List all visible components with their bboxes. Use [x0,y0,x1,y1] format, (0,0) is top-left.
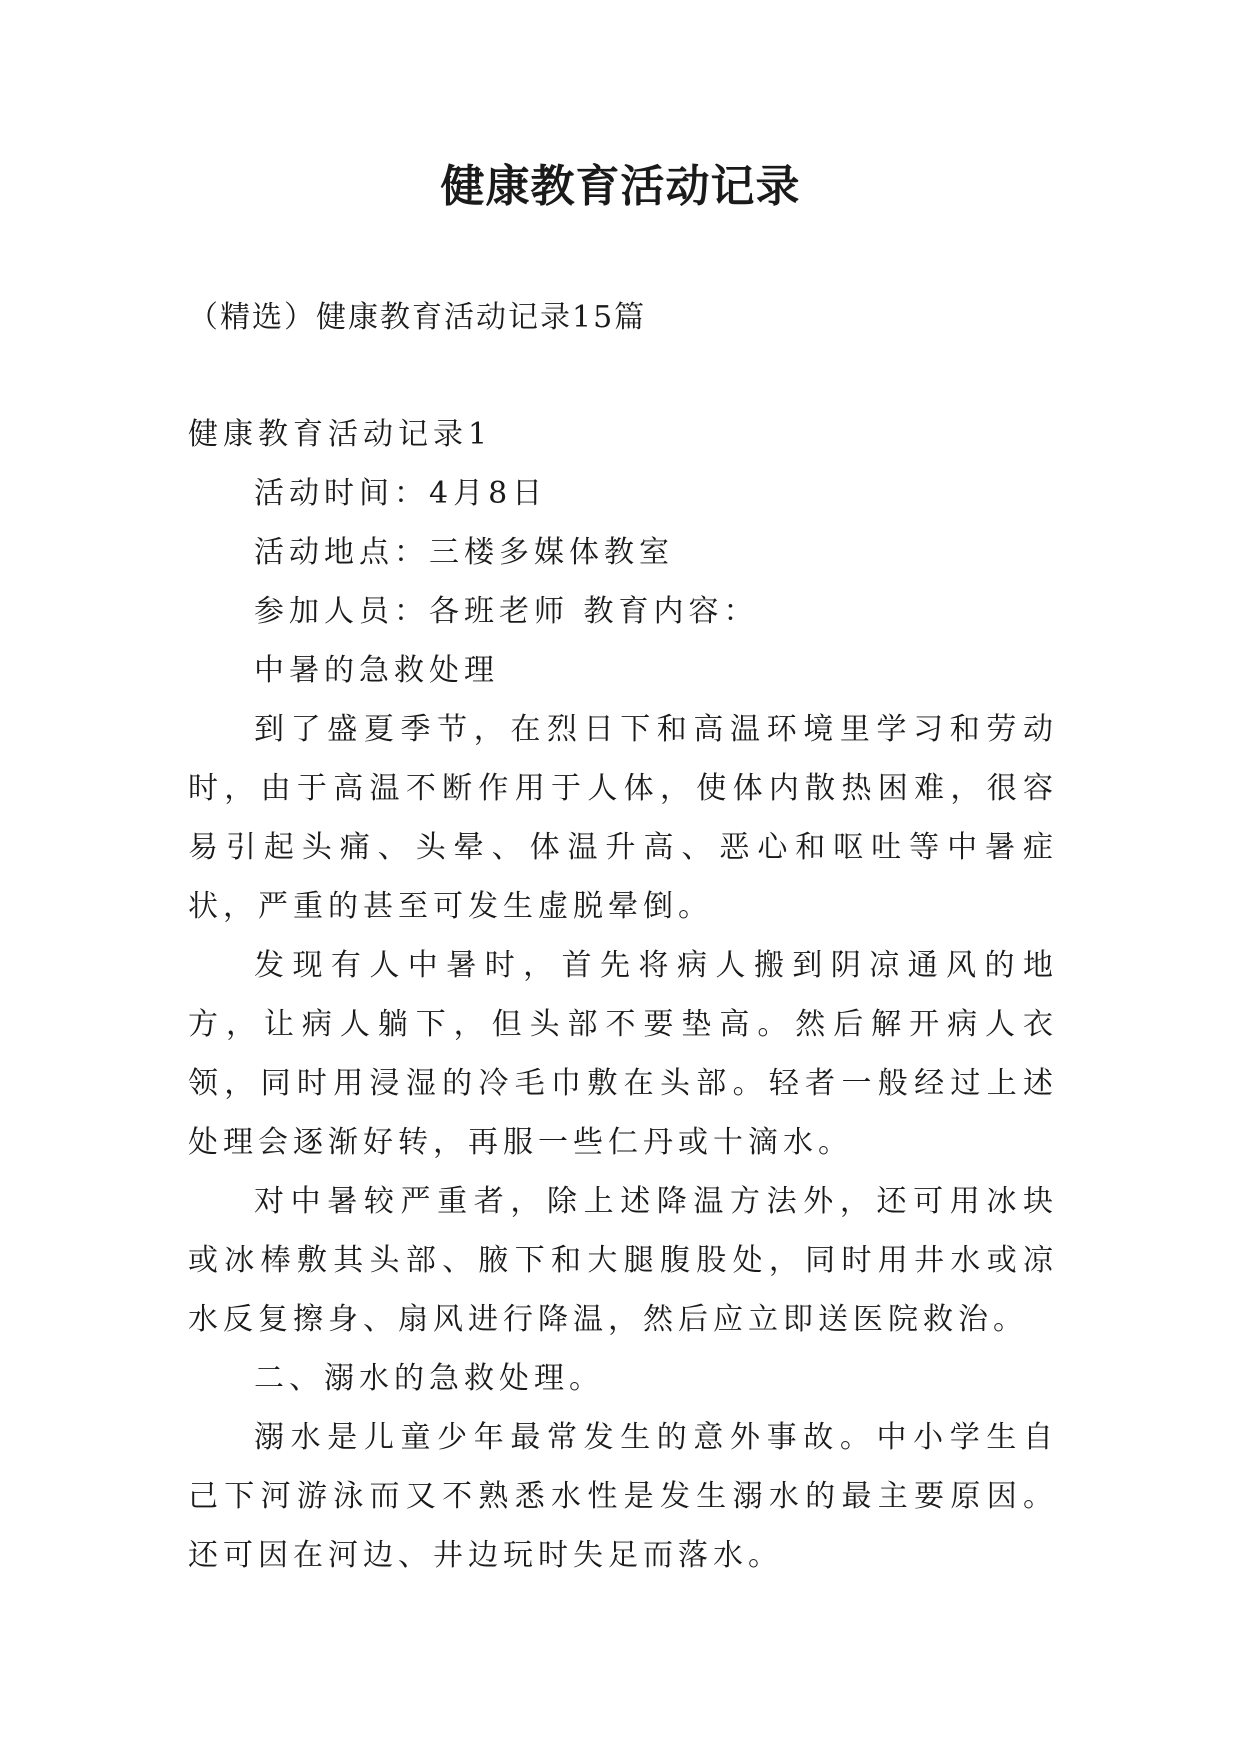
paragraph-drowning-intro: 溺水是儿童少年最常发生的意外事故。中小学生自己下河游泳而又不熟悉水性是发生溺水的最主要原因。还可因在河边、井边玩时失足而落水。 [188,1420,1058,1573]
paragraph-heatstroke-intro: 到了盛夏季节，在烈日下和高温环境里学习和劳动时，由于高温不断作用于人体，使体内散热困难，很容易引起头痛、头晕、体温升高、恶心和呕吐等中暑症状，严重的甚至可发生虚脱晕倒。 [188,712,1058,924]
document-title: 健康教育活动记录 [440,161,801,212]
document-body [188,405,1058,1585]
section-heading: 健康教育活动记录1 [188,417,493,452]
topic-drowning: 二、溺水的急救处理。 [254,1361,604,1396]
paragraph-heatstroke-severe: 对中暑较严重者，除上述降温方法外，还可用冰块或冰棒敷其头部、腋下和大腿腹股处，同时用井水或凉水反复擦身、扇风进行降温，然后应立即送医院救治。 [188,1184,1058,1337]
document-subtitle: （精选）健康教育活动记录15篇 [188,300,647,335]
activity-location: 活动地点：三楼多媒体教室 [254,535,674,570]
participants: 参加人员：各班老师 教育内容： [254,594,759,629]
activity-time: 活动时间：4月8日 [254,476,548,511]
paragraph-heatstroke-response: 发现有人中暑时，首先将病人搬到阴凉通风的地方，让病人躺下，但头部不要垫高。然后解开病人衣领，同时用浸湿的冷毛巾敷在头部。轻者一般经过上述处理会逐渐好转，再服一些仁丹或十滴水。 [188,948,1058,1160]
topic-heatstroke: 中暑的急救处理 [254,653,499,688]
